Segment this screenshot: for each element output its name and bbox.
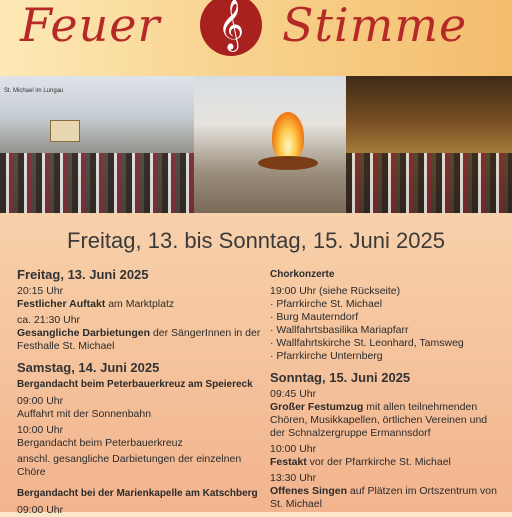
friday-event-1: Festlicher Auftakt am Marktplatz bbox=[17, 298, 175, 310]
list-item: · Burg Mauterndorf bbox=[270, 311, 505, 324]
friday-event-2: Gesangliche Darbietungen der SängerInnen in der Festhalle St. Michael bbox=[17, 327, 261, 352]
date-range-heading: Freitag, 13. bis Sonntag, 15. Juni 2025 bbox=[67, 228, 445, 253]
parade-crowd bbox=[0, 153, 194, 213]
header-banner bbox=[0, 0, 512, 76]
title-feuer: Feuer bbox=[20, 0, 161, 52]
sunday-event-3: Offenes Singen auf Plätzen im Ortszentrum von St. Michael bbox=[270, 485, 497, 510]
sunday-event-1: Großer Festumzug mit allen teilnehmenden Chören, Musikkapellen, örtlichen Vereinen und der Schnalzergruppe Ermannsdorf bbox=[270, 401, 488, 439]
friday-time-1: 20:15 Uhr bbox=[17, 285, 64, 297]
parade-sign bbox=[50, 120, 80, 142]
list-item: · Pfarrkirche St. Michael bbox=[270, 298, 505, 311]
schedule-right-column bbox=[270, 268, 505, 511]
treble-clef-icon: 𝄞 bbox=[200, 0, 262, 56]
sunday-event-2: Festakt vor der Pfarrkirche St. Michael bbox=[270, 456, 451, 468]
saturday-heading: Samstag, 14. Juni 2025 bbox=[17, 360, 160, 375]
chorkonzerte-venue-list bbox=[270, 298, 505, 363]
photo-parade bbox=[0, 76, 194, 213]
photo-sign-text: St. Michael im Lungau bbox=[4, 88, 64, 94]
friday-time-2: ca. 21:30 Uhr bbox=[17, 314, 81, 326]
sunday-time-2: 10:00 Uhr bbox=[270, 443, 317, 455]
saturday-subheading-1: Bergandacht beim Peterbauerkreuz am Speiereck bbox=[17, 379, 253, 390]
sunday-heading: Sonntag, 15. Juni 2025 bbox=[270, 370, 411, 385]
saturday-time-3: 09:00 Uhr bbox=[17, 504, 64, 516]
list-item: · Pfarrkirche Unternberg bbox=[270, 350, 505, 363]
saturday-event-2: Bergandacht beim Peterbauerkreuz bbox=[17, 437, 183, 449]
friday-heading: Freitag, 13. Juni 2025 bbox=[17, 267, 149, 282]
saturday-subheading-2: Bergandacht bei der Marienkapelle am Katschberg bbox=[17, 488, 258, 499]
saturday-time-2: 10:00 Uhr bbox=[17, 424, 64, 436]
photo-fire-bowl bbox=[194, 76, 346, 213]
schedule-left-column bbox=[17, 268, 262, 517]
list-item: · Wallfahrtskirche St. Leonhard, Tamsweg bbox=[270, 337, 505, 350]
choir-singers bbox=[346, 153, 512, 213]
saturday-event-2-extra: anschl. gesangliche Darbietungen der einzelnen Chöre bbox=[17, 453, 242, 478]
list-item: · Wallfahrtsbasilika Mariapfarr bbox=[270, 324, 505, 337]
fire-bowl bbox=[258, 156, 318, 170]
saturday-time-1: 09:00 Uhr bbox=[17, 395, 64, 407]
saturday-event-1: Auffahrt mit der Sonnenbahn bbox=[17, 408, 152, 420]
sunday-time-1: 09:45 Uhr bbox=[270, 388, 317, 400]
title-stimme: Stimme bbox=[282, 0, 468, 52]
fire-flame bbox=[272, 112, 304, 160]
chorkonzerte-time: 19:00 Uhr (siehe Rückseite) bbox=[270, 285, 401, 297]
sunday-time-3: 13:30 Uhr bbox=[270, 472, 317, 484]
photo-strip bbox=[0, 76, 512, 213]
chorkonzerte-heading: Chorkonzerte bbox=[270, 269, 335, 280]
photo-choir-church bbox=[346, 76, 512, 213]
